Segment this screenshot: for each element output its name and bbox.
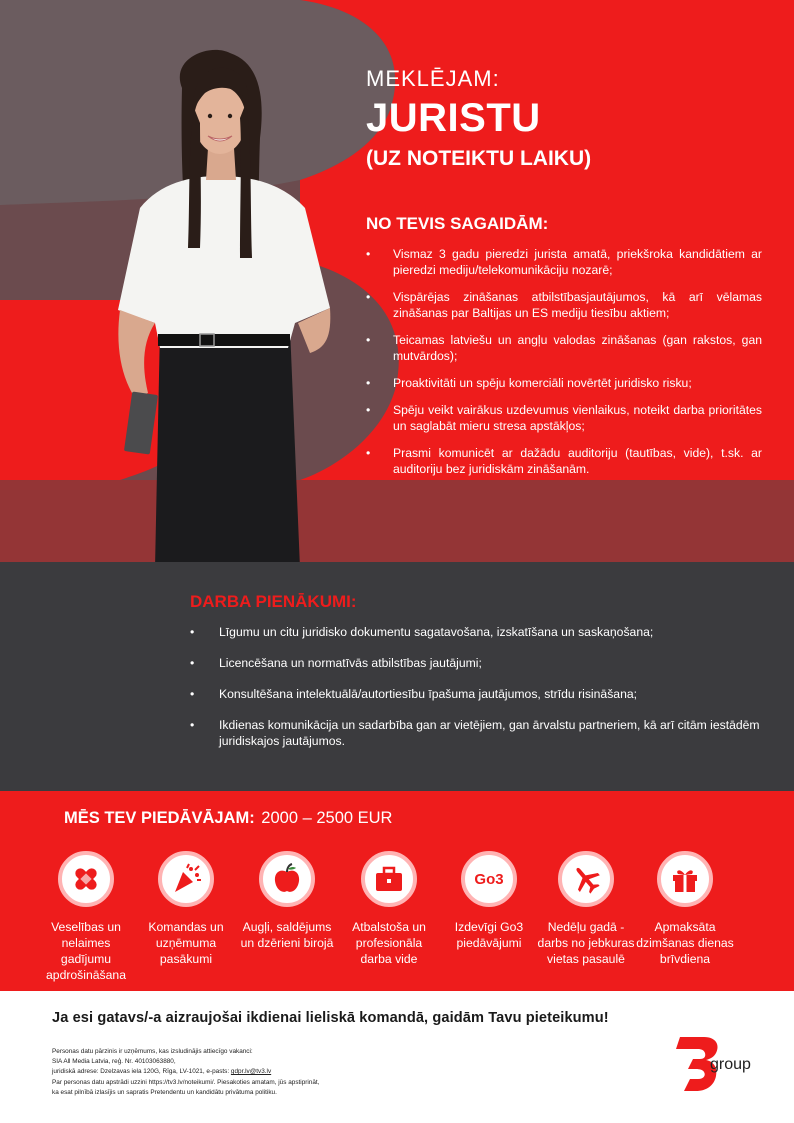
benefit-fruits-drinks [237,851,337,951]
offer-heading [64,809,392,828]
go3-icon [461,851,517,907]
benefit-team-events [136,851,236,967]
requirement-item: • Vismaz 3 gadu pieredzi jurista amatā, priekšroka kandidātiem ar pieredzi mediju/telekomunikāciju nozarē; [366,246,762,278]
requirement-item: • Prasmi komunicēt ar dažādu auditoriju (tautības, vide), t.sk. ar auditoriju bez juridiskām zināšanām. [366,445,762,477]
requirement-item: • Teicamas latviešu un angļu valodas zināšanas (gan rakstos, gan mutvārdos); [366,332,762,364]
duties-list [190,624,780,764]
benefit-label: Veselības un nelaimes gadījumu apdrošināšana [46,920,126,982]
offer-section [0,791,794,991]
duty-item: • Līgumu un citu juridisko dokumentu sagatavošana, izskatīšana un saskaņošana; [190,624,780,640]
briefcase-icon [361,851,417,907]
benefit-label: Atbalstoša un profesionāla darba vide [352,920,426,966]
duty-item: • Licencēšana un normatīvās atbilstības jautājumi; [190,655,780,671]
legal-line-text: juridiskā adrese: Dzelzavas iela 120G, Rīga, LV-1021, e-pasts: [52,1068,231,1076]
benefit-remote-week [536,851,636,967]
benefit-label: Augļi, saldējums un dzērieni birojā [240,920,334,950]
duty-item: • Ikdienas komunikācija un sadarbība gan ar vietējiem, gan ārvalstu partneriem, kā arī citām iestādēm juridiskajos jautājumos. [190,717,780,749]
job-title-block [366,66,591,171]
airplane-icon [558,851,614,907]
requirement-item: • Proaktivitāti un spēju komerciāli novērtēt juridisko risku; [366,375,762,391]
benefit-work-environment [339,851,439,967]
gift-icon [657,851,713,907]
benefit-birthday-off [635,851,735,967]
benefit-label: Nedēļu gadā - darbs no jebkuras vietas pasaulē [537,920,635,966]
benefit-label: Komandas un uzņēmuma pasākumi [148,920,224,966]
bandage-icon [58,851,114,907]
legal-line [52,1067,532,1077]
kicker-text: MEKLĒJAM: [366,66,500,91]
benefit-health-insurance [36,851,136,983]
duty-item: • Konsultēšana intelektuālā/autortiesību īpašuma jautājumos, strīdu risināšana; [190,686,780,702]
legal-line: SIA All Media Latvia, reģ. Nr. 40103063880, [52,1058,176,1066]
requirements-heading: NO TEVIS SAGAIDĀM: [366,214,549,233]
footer-section [0,991,794,1123]
job-subtitle: (UZ NOTEIKTU LAIKU) [366,147,592,170]
privacy-email-link[interactable]: gdpr.lv@tv3.lv [230,1068,272,1076]
duties-heading: DARBA PIENĀKUMI: [190,592,357,611]
benefit-label: Apmaksāta dzimšanas dienas brīvdiena [636,920,734,966]
requirement-item: • Vispārējas zināšanas atbilstībasjautājumos, kā arī vēlamas zināšanas par Baltijas un ES mediju tiesību aktiem; [366,289,762,321]
duties-section [0,562,794,791]
benefit-go3 [439,851,539,951]
party-popper-icon [158,851,214,907]
legal-line: Par personas datu apstrādi uzzini https://tv3.lv/noteikumi/. Piesakoties amatam, jūs apstiprināt, [52,1078,320,1086]
requirements-list [366,246,762,488]
legal-line: ka esat pilnībā izlasījis un sapratis Pretendentu un kandidātu privātuma politiku. [52,1088,277,1096]
benefit-label: Izdevīgi Go3 piedāvājumi [454,920,524,950]
call-to-action: Ja esi gatavs/-a aizraujošai ikdienai lieliskā komandā, gaidām Tavu pieteikumu! [52,1010,609,1026]
job-title: JURISTU [366,96,541,140]
privacy-notice [52,1047,532,1098]
requirement-item: • Spēju veikt vairākus uzdevumus vienlaikus, noteikt darba prioritātes un saglabāt mieru stresa apstākļos; [366,402,762,434]
apple-icon [259,851,315,907]
salary-range: 2000 – 2500 EUR [261,809,393,827]
offer-label: MĒS TEV PIEDĀVĀJAM: [64,809,255,827]
logo-text: group [710,1056,751,1073]
legal-line: Personas datu pārzinis ir uzņēmums, kas izsludinājis attiecīgo vakanci: [52,1048,253,1055]
woman-portrait-image [100,48,340,562]
go3-logo-text: Go3 [474,870,504,888]
